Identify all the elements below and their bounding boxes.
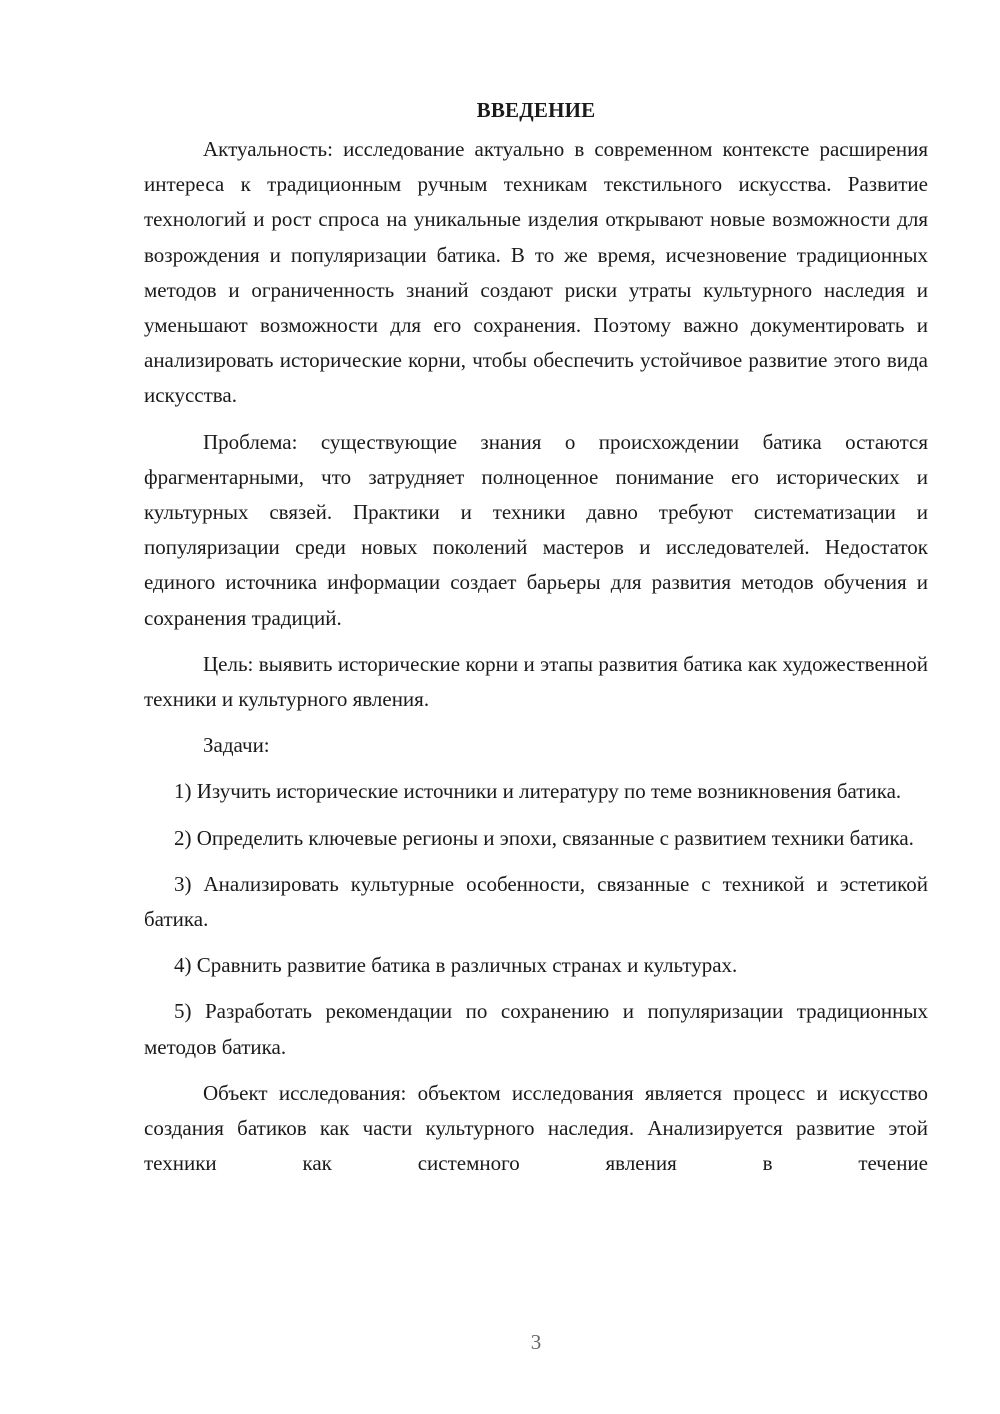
task-item-5: 5) Разработать рекомендации по сохранению и популяризации традиционных методов батика. <box>144 999 928 1059</box>
paragraph-object: Объект исследования: объектом исследования является процесс и искусство создания батиков как части культурного наследия. Анализируется развитие этой техники как системного явления в течение <box>144 1080 928 1176</box>
page-number: 3 <box>530 1330 542 1354</box>
paragraph-problem: Проблема: существующие знания о происхождении батика остаются фрагментарными, что затрудняет полноценное понимание его исторических и культурных связей. Практики и техники давно требуют систематизации и популяризации среди новых поколений мастеров и исследователей. Недостаток единого источника информации создает барьеры для развития методов обучения и сохранения традиций. <box>144 429 928 630</box>
paragraph-goal: Цель: выявить исторические корни и этапы развития батика как художественной техники и культурного явления. <box>144 651 928 712</box>
paragraph-relevance: Актуальность: исследование актуально в современном контексте расширения интереса к традиционным ручным техникам текстильного искусства. Развитие технологий и рост спроса на уникальные изделия открывают новые возможности для возрождения и популяризации батика. В то же время, исчезновение традиционных методов и ограниченность знаний создают риски утраты культурного наследия и уменьшают возможности для его сохранения. Поэтому важно документировать и анализировать исторические корни, чтобы обеспечить устойчивое развитие этого вида искусства. <box>144 137 928 408</box>
document-page <box>144 92 928 1192</box>
task-item-1: 1) Изучить исторические источники и литературу по теме возникновения батика. <box>174 779 902 804</box>
task-item-4: 4) Сравнить развитие батика в различных странах и культурах. <box>174 953 738 978</box>
task-item-2: 2) Определить ключевые регионы и эпохи, связанные с развитием техники батика. <box>174 825 914 850</box>
tasks-label: Задачи: <box>203 733 270 758</box>
task-item-3: 3) Анализировать культурные особенности, связанные с техникой и эстетикой батика. <box>144 871 928 932</box>
page-title: ВВЕДЕНИЕ <box>476 98 596 122</box>
